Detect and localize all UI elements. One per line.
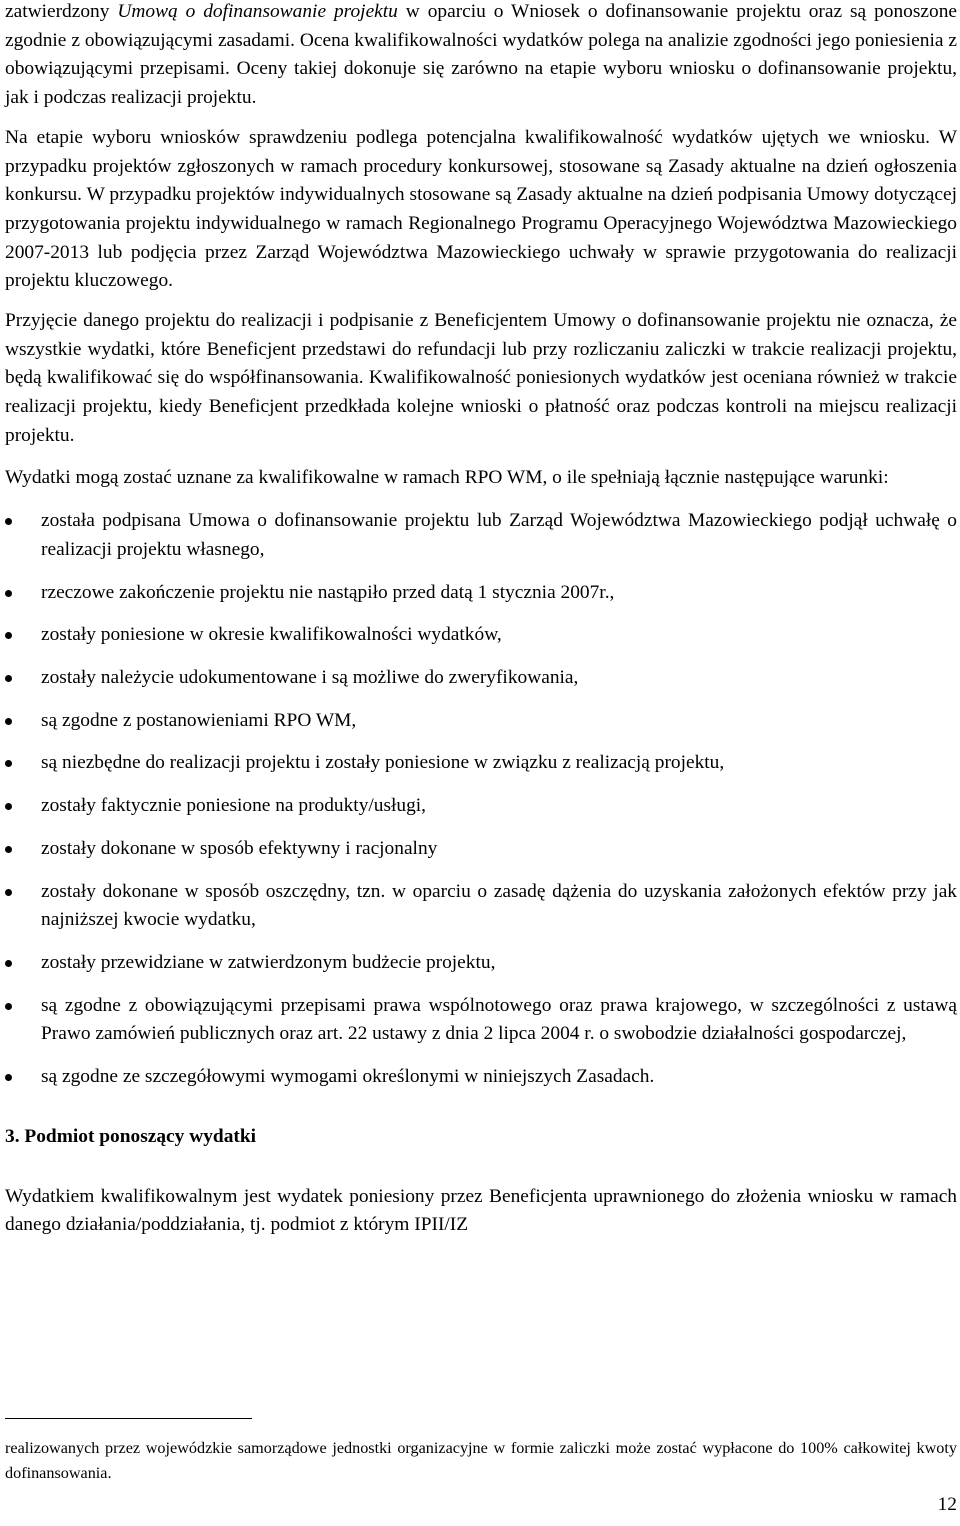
section-heading: 3. Podmiot ponoszący wydatki (5, 1125, 257, 1147)
paragraph-kwalifikowalnosc-ocena (5, 0, 957, 113)
list-item: są zgodne z postanowieniami RPO WM, (5, 707, 957, 736)
list-item: zostały dokonane w sposób efektywny i racjonalny (5, 835, 957, 864)
list-item: zostały faktycznie poniesione na produkty/usługi, (5, 792, 957, 821)
page-number: 12 (937, 1494, 957, 1515)
bullet-icon (5, 889, 12, 896)
paragraph-podmiot: Wydatkiem kwalifikowalnym jest wydatek poniesiony przez Beneficjenta uprawnionego do złożenia wniosku w ramach danego działania/poddziałania, tj. podmiot z którym IPII/IZ (5, 1185, 957, 1236)
p1-intro: zatwierdzony (5, 1, 118, 22)
bullet-icon (5, 960, 12, 967)
bullet-icon (5, 518, 12, 525)
body-text (5, 0, 957, 1240)
list-item: są zgodne ze szczegółowymi wymogami określonymi w niniejszych Zasadach. (5, 1063, 957, 1092)
paragraph-etap-wyboru: Na etapie wyboru wniosków sprawdzeniu podlega potencjalna kwalifikowalność wydatków ujętych we wniosku. W przypadku projektów zgłoszonych w ramach procedury konkursowej, stosowane są Zasady aktualne na dzień ogłoszenia konkursu. W przypadku projektów indywidualnych stosowane są Zasady aktualne na dzień podpisania Umowy dotyczącej przygotowania projektu indywidualnego w ramach Regionalnego Programu Operacyjnego Województwa Mazowieckiego 2007-2013 lub podjęcia przez Zarząd Województwa Mazowieckiego uchwały w sprawie przygotowania do realizacji projektu kluczowego. (5, 126, 957, 292)
bullet-icon (5, 803, 12, 810)
bullet-icon (5, 1074, 12, 1081)
conditions-list (5, 507, 957, 1092)
bullet-icon (5, 1003, 12, 1010)
list-item: rzeczowe zakończenie projektu nie nastąpiło przed datą 1 stycznia 2007r., (5, 579, 957, 608)
bullet-icon (5, 632, 12, 639)
paragraph-warunki-intro: Wydatki mogą zostać uznane za kwalifikowalne w ramach RPO WM, o ile spełniają łącznie następujące warunki: (5, 466, 889, 488)
list-item: zostały poniesione w okresie kwalifikowalności wydatków, (5, 621, 957, 650)
bullet-icon (5, 675, 12, 682)
list-item: zostały należycie udokumentowane i są możliwe do zweryfikowania, (5, 664, 957, 693)
paragraph-przyjecie-projektu: Przyjęcie danego projektu do realizacji i podpisanie z Beneficjentem Umowy o dofinansowanie projektu nie oznacza, że wszystkie wydatki, które Beneficjent przedstawi do refundacji lub przy rozliczaniu zaliczki w trakcie realizacji projektu, będą kwalifikować się do współfinansowania. Kwalifikowalność poniesionych wydatków jest oceniana również w trakcie realizacji projektu, kiedy Beneficjent przedkłada kolejne wnioski o płatność oraz podczas kontroli na miejscu realizacji projektu. (5, 310, 957, 446)
footnote: realizowanych przez wojewódzkie samorządowe jednostki organizacyjne w formie zaliczki może zostać wypłacone do 100% całkowitej kwoty dofinansowania. (5, 1439, 957, 1482)
list-item: są niezbędne do realizacji projektu i zostały poniesione w związku z realizacją projektu, (5, 749, 957, 778)
list-item: zostały dokonane w sposób oszczędny, tzn. w oparciu o zasadę dążenia do uzyskania założonych efektów przy jak najniższej kwocie wydatku, (5, 878, 957, 935)
footnote-divider (5, 1418, 252, 1419)
bullet-icon (5, 718, 12, 725)
bullet-icon (5, 590, 12, 597)
list-item: została podpisana Umowa o dofinansowanie projektu lub Zarząd Województwa Mazowieckiego podjął uchwałę o realizacji projektu własnego, (5, 507, 957, 564)
bullet-icon (5, 846, 12, 853)
p1-italic-umowa: Umową o dofinansowanie projektu (117, 1, 398, 22)
p1-rest: w oparciu o Wniosek o dofinansowanie projektu oraz są ponoszone zgodnie z obowiązującymi zasadami. Ocena kwalifikowalności wydatków polega na analizie zgodności jego poniesienia z obowiązującymi przepisami. Oceny takiej dokonuje się zarówno na etapie wyboru wniosku o dofinansowanie projektu, jak i podczas realizacji projektu. (5, 1, 958, 109)
bullet-icon (5, 760, 12, 767)
list-item: zostały przewidziane w zatwierdzonym budżecie projektu, (5, 949, 957, 978)
list-item: są zgodne z obowiązującymi przepisami prawa wspólnotowego oraz prawa krajowego, w szczególności z ustawą Prawo zamówień publicznych oraz art. 22 ustawy z dnia 2 lipca 2004 r. o swobodzie działalności gospodarczej, (5, 992, 957, 1049)
